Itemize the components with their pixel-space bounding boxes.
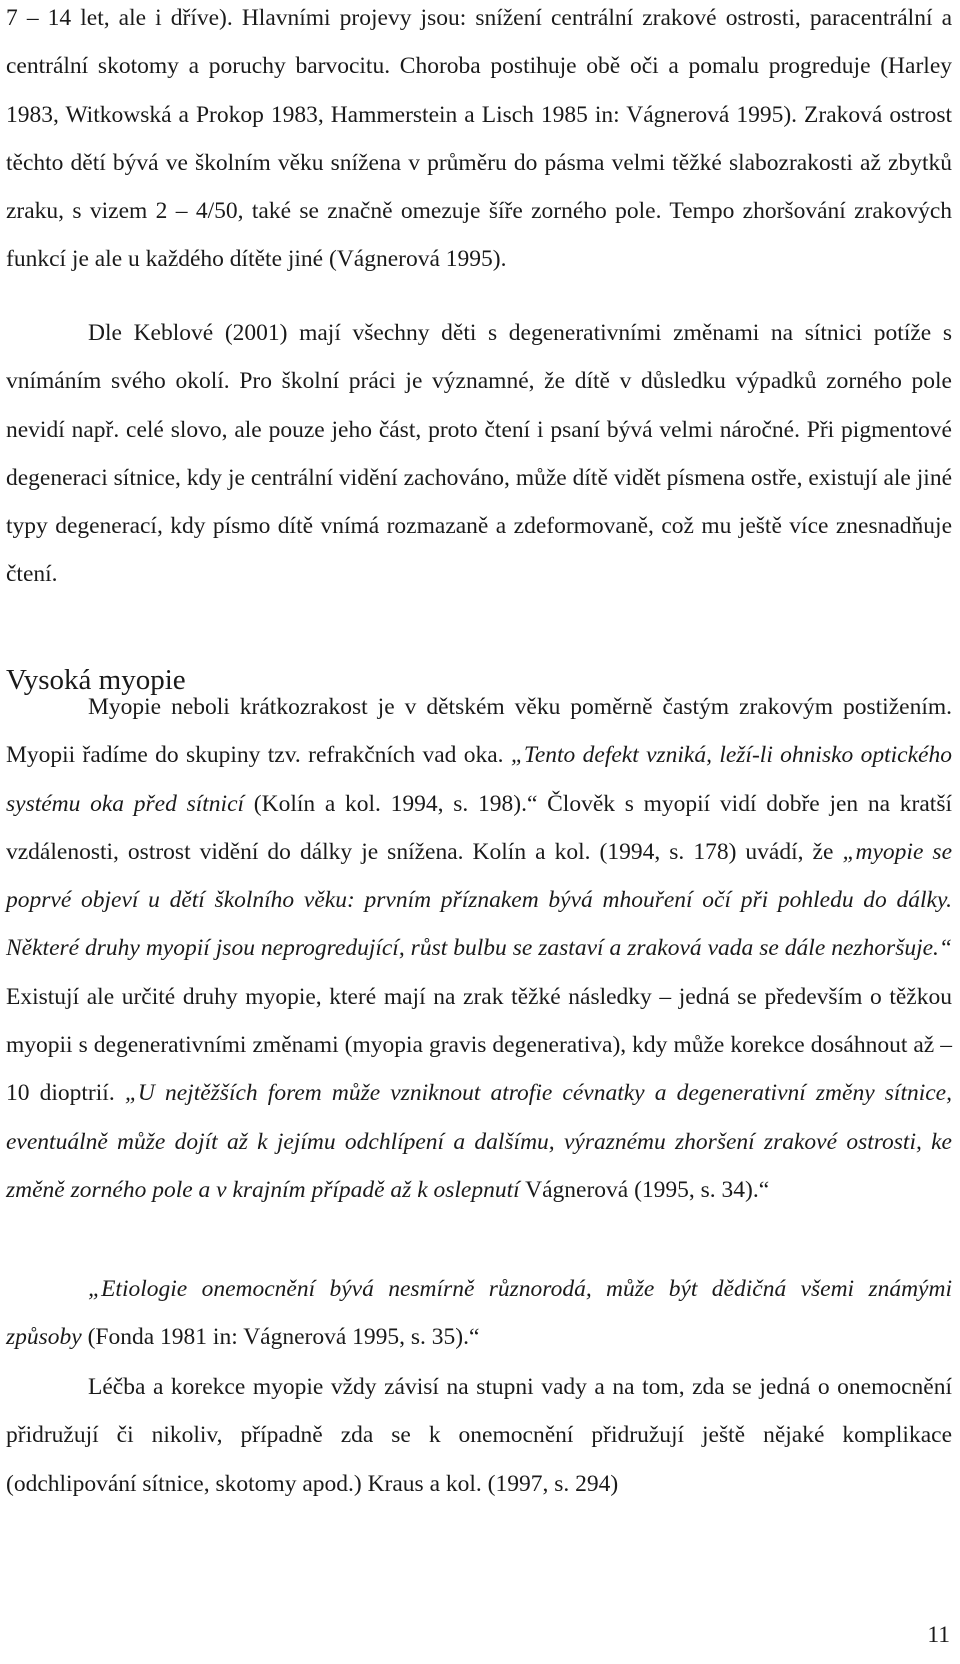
text-segment: Existují ale určité druhy myopie, které mají na zrak těžké následky – jedná se především o těžkou myopii s degenerativními změnami (myopia gravis degenerativa), kdy může korekce dosáhnout až –10 dioptrií. (6, 983, 952, 1107)
paragraph-etiology (6, 1265, 952, 1362)
quote-segment: „Etiologie onemocnění bývá nesmírně různorodá, může být dědičná všemi známými způsoby (6, 1276, 952, 1351)
quote-segment: „Tento defekt vzniká, leží-li ohnisko optického systému oka před sítnicí (6, 742, 952, 817)
paragraph-treatment: Léčba a korekce myopie vždy závisí na stupni vady a na tom, zda se jedná o onemocnění přidružují či nikoliv, případně zda se k onemocnění přidružují ještě nějaké komplikace (odchlipování sítnice, skotomy apod.) Kraus a kol. (1997, s. 294) (6, 1374, 952, 1497)
text-segment: Myopie neboli krátkozrakost je v dětském věku poměrně častým zrakovým postižením. Myopii řadíme do skupiny tzv. refrakčních vad oka. (6, 694, 952, 769)
paragraph-myopia-definition (6, 683, 952, 1214)
text-segment: (Fonda 1981 in: Vágnerová 1995, s. 35).“ (81, 1324, 480, 1351)
quote-segment: „myopie se poprvé objeví u dětí školního věku: prvním příznakem bývá mhouření očí při pohledu do dálky. Některé druhy myopií jsou neprogredující, růst bulbu se zastaví a zraková vada se dále nezhoršuje.“ (6, 838, 952, 962)
quote-segment: „U nejtěžších forem může vzniknout atrofie cévnatky a degenerativní změny sítnice, eventuálně může dojít až k jejímu odchlípení a dalšímu, výraznému zhoršení zrakové ostrosti, ke změně zorného pole a v krajním případě až k oslepnutí (6, 1080, 952, 1203)
section-heading: Vysoká myopie (6, 664, 186, 696)
page-number: 11 (927, 1622, 950, 1648)
paragraph-keblova: Dle Keblové (2001) mají všechny děti s degenerativními změnami na sítnici potíže s vnímáním svého okolí. Pro školní práci je významné, že dítě v důsledku výpadků zorného pole nevidí např. celé slovo, ale pouze jeho část, proto čtení i psaní bývá velmi náročné. Při pigmentové degeneraci sítnice, kdy je centrální vidění zachováno, může dítě vidět písmena ostře, existují ale jiné typy degenerací, kdy písmo dítě vnímá rozmazaně a zdeformovaně, což mu ještě více znesnadňuje čtení. (6, 320, 952, 588)
text-segment: (Kolín a kol. 1994, s. 198).“ Člověk s myopií vidí dobře jen na kratší vzdálenosti, ostrost vidění do dálky je snížena. Kolín a kol. (1994, s. 178) uvádí, že (6, 790, 952, 865)
text-segment: Vágnerová (1995, s. 34).“ (519, 1176, 770, 1203)
paragraph-retinal-degeneration: 7 – 14 let, ale i dříve). Hlavními projevy jsou: snížení centrální zrakové ostrosti, paracentrální a centrální skotomy a poruchy barvocitu. Choroba postihuje obě oči a pomalu progreduje (Harley 1983, Witkowská a Prokop 1983, Hammerstein a Lisch 1985 in: Vágnerová 1995). Zraková ostrost těchto dětí bývá ve školním věku snížena v průměru do pásma velmi těžké slabozrakosti až zbytků zraku, s vizem 2 – 4/50, také se značně omezuje šíře zorného pole. Tempo zhoršování zrakových funkcí je ale u každého dítěte jiné (Vágnerová 1995). (6, 5, 952, 273)
